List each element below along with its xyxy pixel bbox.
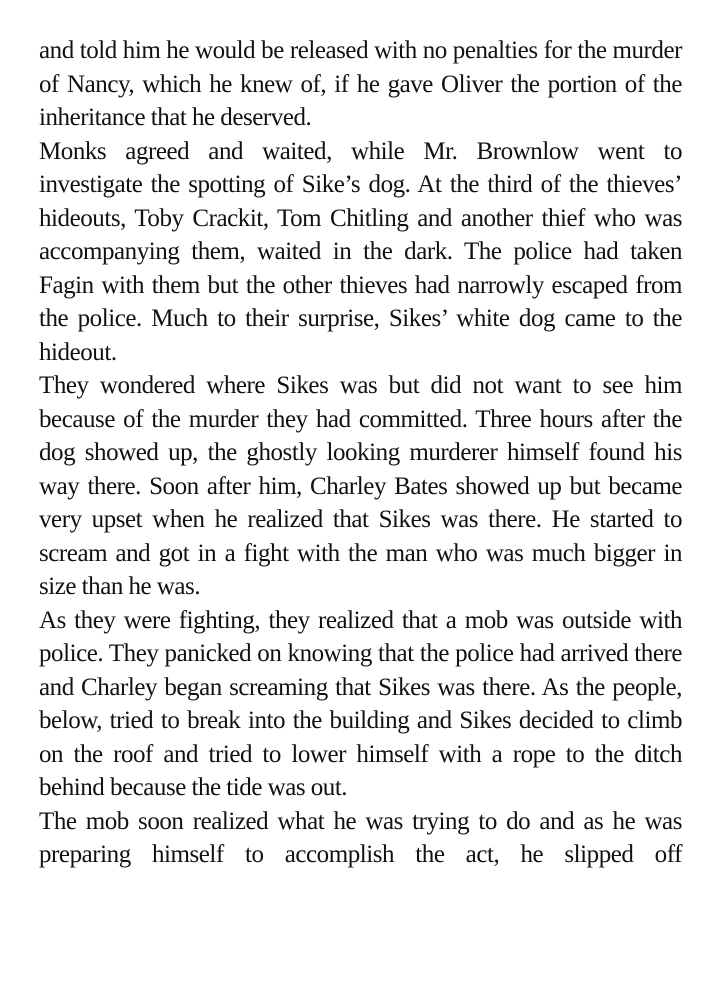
paragraph-3: They wondered where Sikes was but did not want to see him because of the murder they had committed. Three hours after the dog showed up, the ghostly looking murderer himself found his way there. Soon after him, Charley Bates showed up but became very upset when he realized that Sikes was there. He started to scream and got in a fight with the man who was much bigger in size than he was. — [39, 372, 682, 600]
paragraph-4: As they were fighting, they realized that a mob was outside with police. They panicked on knowing that the police had arrived there and Charley began screaming that Sikes was there. As the people, below, tried to break into the building and Sikes decided to climb on the roof and tried to lower himself with a rope to the ditch behind because the tide was out. — [39, 606, 682, 801]
paragraph-5: The mob soon realized what he was trying to do and as he was preparing himself to accomplish the act, he slipped off — [39, 807, 682, 868]
document-page — [39, 34, 682, 872]
paragraph-2: Monks agreed and waited, while Mr. Brownlow went to investigate the spotting of Sike’s dog. At the third of the thieves’ hideouts, Toby Crackit, Tom Chitling and another thief who was accompanying them, waited in the dark. The police had taken Fagin with them but the other thieves had narrowly escaped from the police. Much to their surprise, Sikes’ white dog came to the hideout. — [39, 137, 682, 366]
paragraph-1: and told him he would be released with no penalties for the murder of Nancy, which he knew of, if he gave Oliver the portion of the inheritance that he deserved. — [39, 37, 682, 131]
